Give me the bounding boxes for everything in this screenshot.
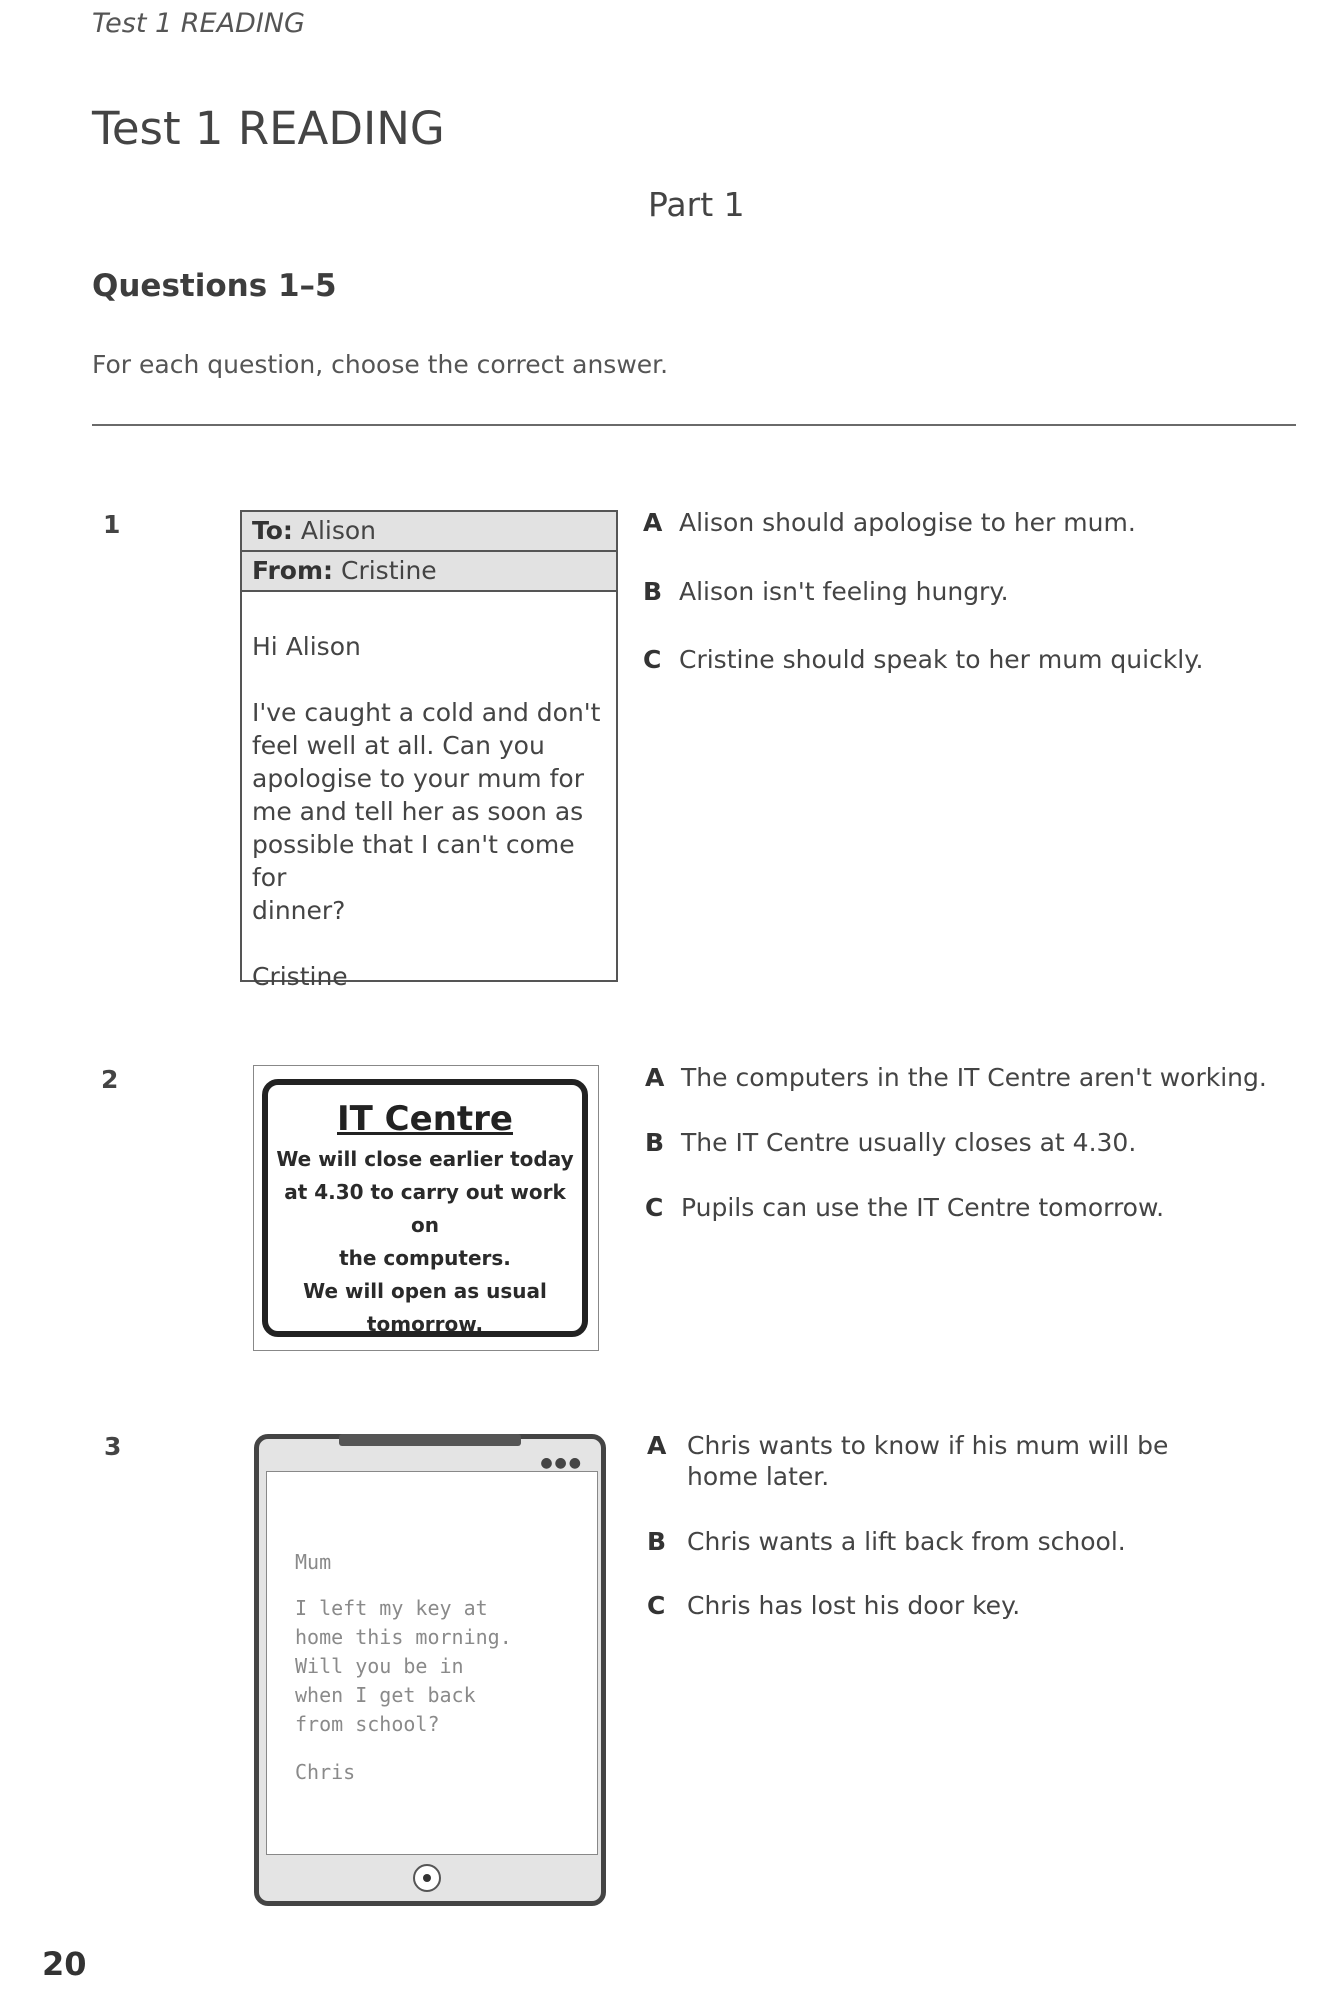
option-letter: B [643,577,663,606]
option-text: Chris has lost his door key. [687,1591,1021,1620]
email-line: me and tell her as soon as [252,797,584,826]
option-text-continued: home later. [687,1462,830,1491]
sms-line: Will you be in [295,1654,464,1678]
section-divider [92,424,1296,426]
email-line: possible that I can't come for [252,830,575,892]
option-text: Alison isn't feeling hungry. [679,577,1009,606]
instruction-text: For each question, choose the correct answer. [92,350,669,379]
option-letter: C [647,1591,666,1620]
option-text: Cristine should speak to her mum quickly. [679,645,1204,674]
question-number-3: 3 [104,1432,122,1461]
email-from-row [242,552,616,592]
page-title: Test 1 READING [92,102,445,155]
option-letter: A [645,1063,665,1092]
phone-speaker-bar [339,1434,521,1446]
q1-option-c[interactable] [643,645,1203,674]
email-line: I've caught a cold and don't [252,698,601,727]
questions-heading: Questions 1–5 [92,268,337,304]
q3-option-a[interactable] [647,1430,1168,1492]
notice-line: tomorrow. [366,1312,484,1336]
sms-line: I left my key at [295,1596,488,1620]
notice-border [262,1079,588,1337]
option-letter: A [643,508,663,537]
q2-option-a[interactable] [645,1063,1267,1092]
sms-line: when I get back [295,1683,476,1707]
option-letter: C [643,645,662,674]
sms-line: from school? [295,1712,440,1736]
email-body [242,630,616,993]
sms-greeting: Mum [295,1550,332,1574]
sms-line: home this morning. [295,1625,512,1649]
option-letter: B [645,1128,665,1157]
email-message [240,510,618,991]
option-text: The IT Centre usually closes at 4.30. [681,1128,1137,1157]
email-text [252,696,606,927]
q3-option-c[interactable] [647,1590,1020,1621]
email-to-row [242,512,616,552]
phone-screen [266,1471,598,1855]
part-title: Part 1 [648,185,745,224]
notice-line: the computers. [339,1246,511,1270]
notice-line: We will open as usual [303,1279,547,1303]
notice-title: IT Centre [337,1099,513,1139]
q1-option-b[interactable] [643,577,1009,606]
option-text: Pupils can use the IT Centre tomorrow. [681,1193,1165,1222]
sms-body [295,1594,512,1739]
q1-option-a[interactable] [643,508,1136,537]
email-signature: Cristine [252,962,348,991]
q3-option-b[interactable] [647,1526,1126,1557]
phone-message [254,1434,606,1906]
option-letter: B [647,1527,667,1556]
phone-home-button-icon [413,1864,441,1892]
phone-status-dots-icon: ●●● [540,1455,583,1471]
page-number: 20 [42,1945,87,1983]
email-greeting: Hi Alison [252,632,361,661]
notice-line: at 4.30 to carry out work on [284,1180,566,1237]
q2-option-c[interactable] [645,1193,1164,1222]
email-to-label: To: [252,516,293,545]
email-from-label: From: [252,556,334,585]
q2-option-b[interactable] [645,1128,1136,1157]
option-text: Alison should apologise to her mum. [679,508,1136,537]
option-text: The computers in the IT Centre aren't working. [681,1063,1267,1092]
running-header: Test 1 READING [92,8,305,39]
option-letter: A [647,1431,667,1460]
email-line: dinner? [252,896,346,925]
option-text: Chris wants to know if his mum will be [687,1431,1169,1460]
option-letter: C [645,1193,664,1222]
sms-signature: Chris [295,1760,356,1784]
email-from-value: Cristine [340,556,437,585]
notice-line: We will close earlier today [276,1147,574,1171]
it-centre-notice [253,1065,599,1351]
question-number-1: 1 [103,510,121,539]
option-text: Chris wants a lift back from school. [687,1527,1126,1556]
email-line: apologise to your mum for [252,764,584,793]
question-number-2: 2 [101,1065,119,1094]
email-to-value: Alison [300,516,377,545]
email-line: feel well at all. Can you [252,731,545,760]
